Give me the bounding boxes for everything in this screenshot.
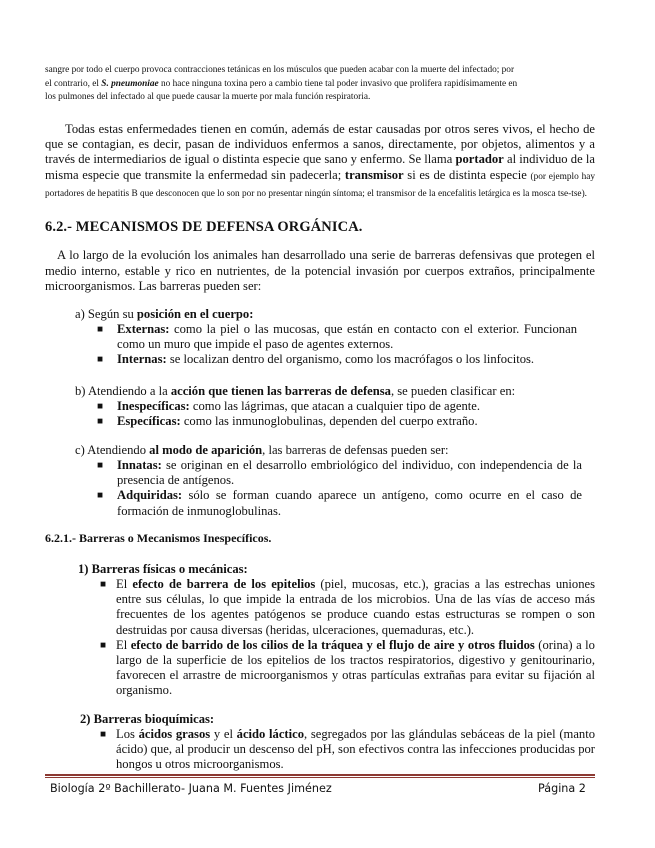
biochemical-barriers-heading: 2) Barreras bioquímicas: [80,712,215,726]
list-item: ■ Internas: se localizan dentro del organismo, como los macrófagos o los linfocitos. [97,352,535,367]
bullet-square-icon: ■ [97,354,104,366]
physical-barriers-heading: 1) Barreras físicas o mecánicas: [78,562,248,576]
bullet-square-icon: ■ [97,324,104,335]
list-item: ■ Externas: como la piel o las mucosas, que están en contacto con el exterior. Funcionan como un muro que impide el paso de agentes externos. [97,322,577,352]
bullet-square-icon: ■ [100,579,107,590]
biochemical-barriers-list [100,727,595,773]
physical-barriers-list [100,577,596,699]
intro-paragraph: A lo largo de la evolución los animales han desarrollado una serie de barreras defensivas que protegen el medio interno, estable y rico en nutrientes, de la potencial invasión por cuerpos extraños, principalmente microorganismos. Las barreras pueden ser: [45,248,595,294]
list-item: ■ Innatas: se originan en el desarrollo embriológico del individuo, con independencia de la presencia de antígenos. [97,458,582,488]
top-paragraph [45,64,595,105]
list-item: ■ El efecto de barrido de los cilios de la tráquea y el flujo de aire y otros fluidos (orina) a lo largo de la superficie de los epitelios de los tractos respiratorios, digestivo y genitourinario, favorecen el arrastre de microorganismos y otras partículas extrañas para evitar su fijación al organismo. [100,637,595,698]
bullet-square-icon: ■ [100,729,107,740]
example-note: (por ejemplo hay portadores de hepatitis B que desconocen que lo son por no presentar ningún síntoma; el transmisor de la encefalitis letárgica es la mosca tse-tse). [45,171,596,199]
footer-divider-thin [45,777,595,778]
term-transmisor: transmisor [344,167,404,182]
bullet-square-icon: ■ [97,490,104,502]
group-c-lead: c) Atendiendo al modo de aparición, las barreras de defensas pueden ser: [75,443,449,457]
species-name: S. pneumoniae [101,78,159,89]
group-c-list [97,458,582,519]
transmission-paragraph: Todas estas enfermedades tienen en común, además de estar causadas por otros seres vivos, el hecho de que se contagian, es decir, pasan de individuos enfermos a sanos, directamente, por objetos, alimentos y a través de intermediarios de igual o distinta especie que sano y enfermo. Se llama portador al individuo de la misma especie que transmite la enfermedad sin padecerla; transmisor si es de distinta especie (por ejemplo hay portadores de hepatitis B que desconocen que lo son por no presentar ningún síntoma; el transmisor de la encefalitis letárgica es la mosca tse-tse). [45,122,596,199]
list-item: ■ El efecto de barrera de los epitelios (piel, mucosas, etc.), gracias a las estrechas uniones entre sus células, lo que impide la entrada de los microbios. Una de las vías de acceso más frecuentes de los agentes patógenos se produce cuando estas estructuras se rompen o son destruidas por causa diversas (heridas, ulceraciones, quemaduras, etc.). [100,577,596,637]
section-heading: 6.2.- MECANISMOS DE DEFENSA ORGÁNICA. [45,219,363,235]
group-b-lead: b) Atendiendo a la acción que tienen las barreras de defensa, se pueden clasificar en: [75,384,516,398]
list-item: ■ Los ácidos grasos y el ácido láctico, segregados por las glándulas sebáceas de la piel (manto ácido) que, al producir un descenso del pH, son efectivos contra las infecciones producidas por hongos u otros microorganismos. [100,727,595,772]
footer-page-number: Página 2 [538,782,586,795]
group-b-list [97,399,577,429]
bullet-square-icon: ■ [97,401,104,412]
footer-author: Biología 2º Bachillerato- Juana M. Fuentes Jiménez [50,782,332,795]
top-paragraph-line-3: los pulmones del infectado al que puede causar la muerte por mala función respiratoria. [45,92,371,103]
group-a-list [97,322,577,368]
term-portador: portador [455,152,504,167]
list-item: ■ Adquiridas: sólo se forman cuando aparece un antígeno, como ocurre en el caso de formación de inmunoglobulinas. [97,488,582,518]
group-a-lead: a) Según su posición en el cuerpo: [75,307,254,321]
list-item: ■ Específicas: como las inmunoglobulinas, dependen del cuerpo extraño. [97,414,478,429]
list-item: ■ Inespecíficas: como las lágrimas, que atacan a cualquier tipo de agente. [97,399,480,413]
bullet-square-icon: ■ [97,416,104,428]
footer-divider [45,774,595,776]
top-paragraph-line-2: el contrario, el S. pneumoniae no hace ninguna toxina pero a cambio tiene tal poder invasivo que prolifera rapidísimamente en [45,78,518,89]
subsection-heading: 6.2.1.- Barreras o Mecanismos Inespecíficos. [45,531,272,545]
bullet-square-icon: ■ [97,460,104,471]
top-paragraph-line-1: sangre por todo el cuerpo provoca contracciones tetánicas en los músculos que pueden acabar con la muerte del infectado; por [45,65,515,75]
bullet-square-icon: ■ [100,639,107,651]
